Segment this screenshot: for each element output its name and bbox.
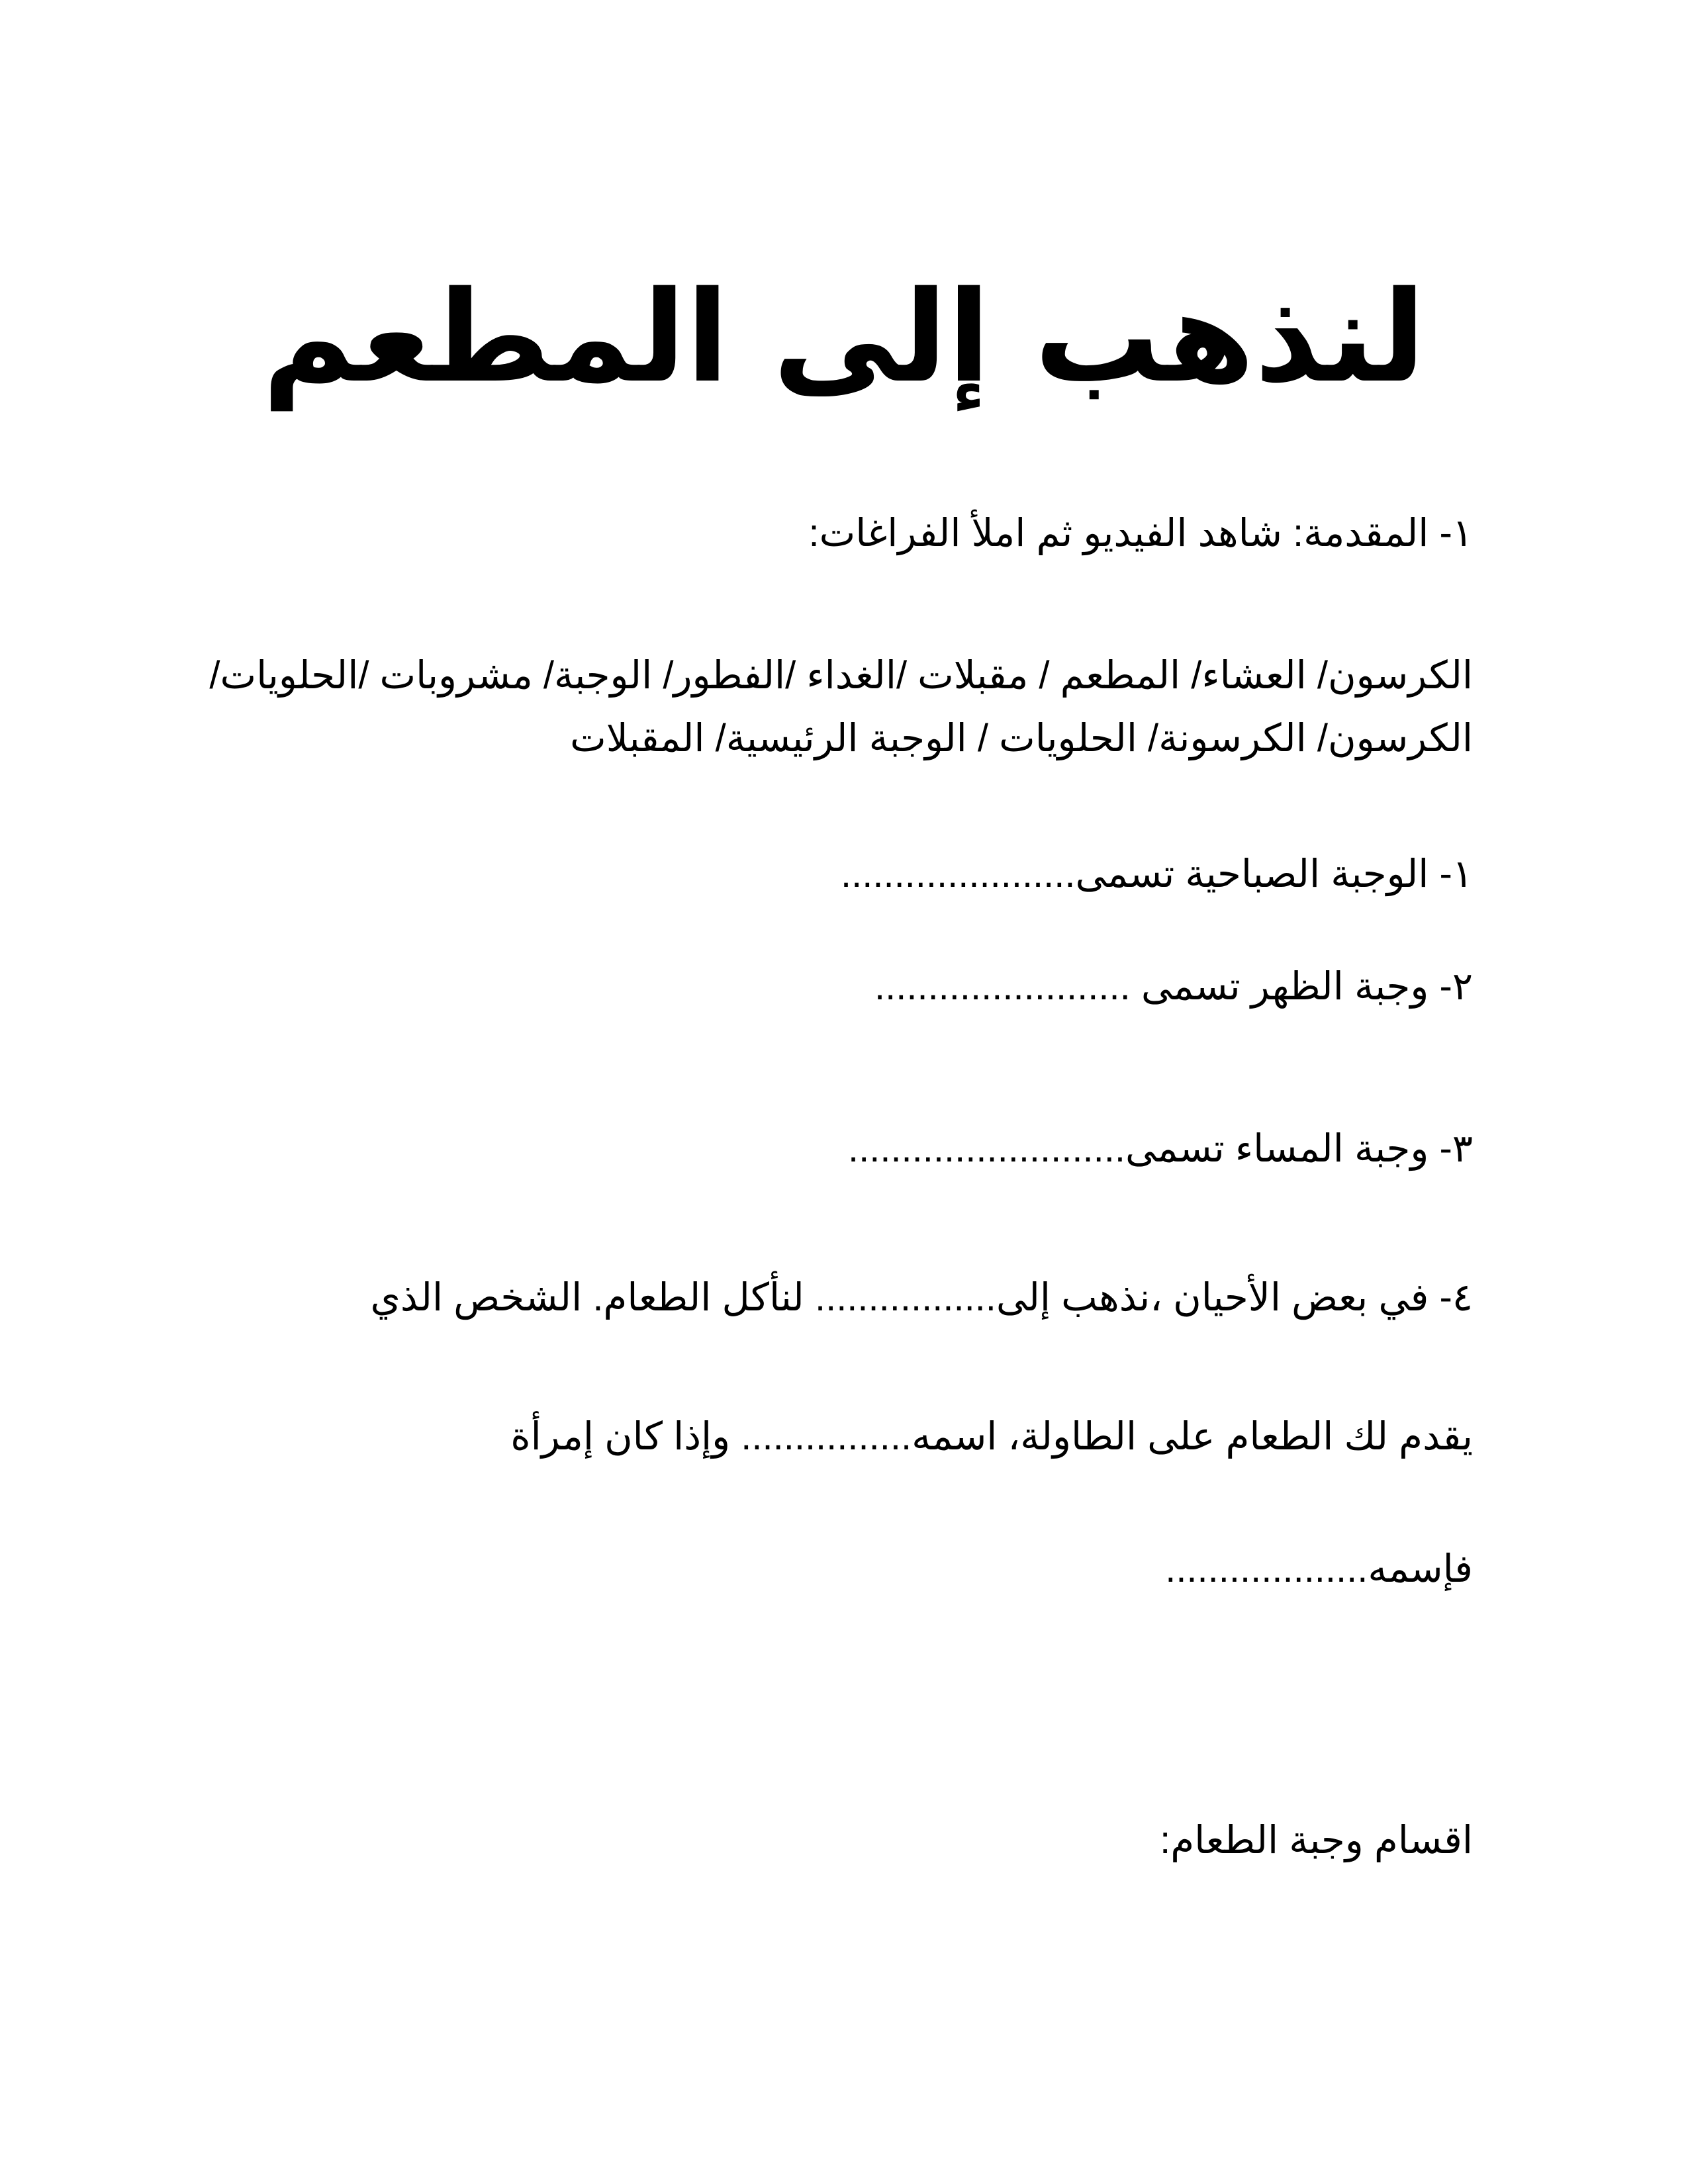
question-2: ٢- وجبة الظهر تسمى ........................ bbox=[874, 965, 1473, 1008]
meal-sections-heading: اقسام وجبة الطعام: bbox=[1160, 1819, 1473, 1862]
question-4: ٤- في بعض الأحيان ،نذهب إلى................. لنأكل الطعام. الشخص الذي bbox=[370, 1276, 1473, 1319]
question-3: ٣- وجبة المساء تسمى.......................... bbox=[847, 1127, 1473, 1170]
word-bank-line-2: الكرسون/ الكرسونة/ الحلويات / الوجبة الرئيسية/ المقبلات bbox=[570, 717, 1473, 760]
page-title: لنذهب إلى المطعم bbox=[262, 264, 1426, 410]
intro-instruction: ١- المقدمة: شاهد الفيديو ثم املأ الفراغات: bbox=[808, 512, 1473, 555]
question-4-continued: يقدم لك الطعام على الطاولة، اسمه................ وإذا كان إمرأة bbox=[510, 1415, 1473, 1458]
word-bank-line-1: الكرسون/ العشاء/ المطعم / مقبلات /الغداء /الفطور/ الوجبة/ مشروبات /الحلويات/ bbox=[209, 654, 1473, 697]
question-1: ١- الوجبة الصباحية تسمى...................... bbox=[841, 852, 1473, 895]
question-4-end: فإسمه................... bbox=[1165, 1547, 1473, 1590]
